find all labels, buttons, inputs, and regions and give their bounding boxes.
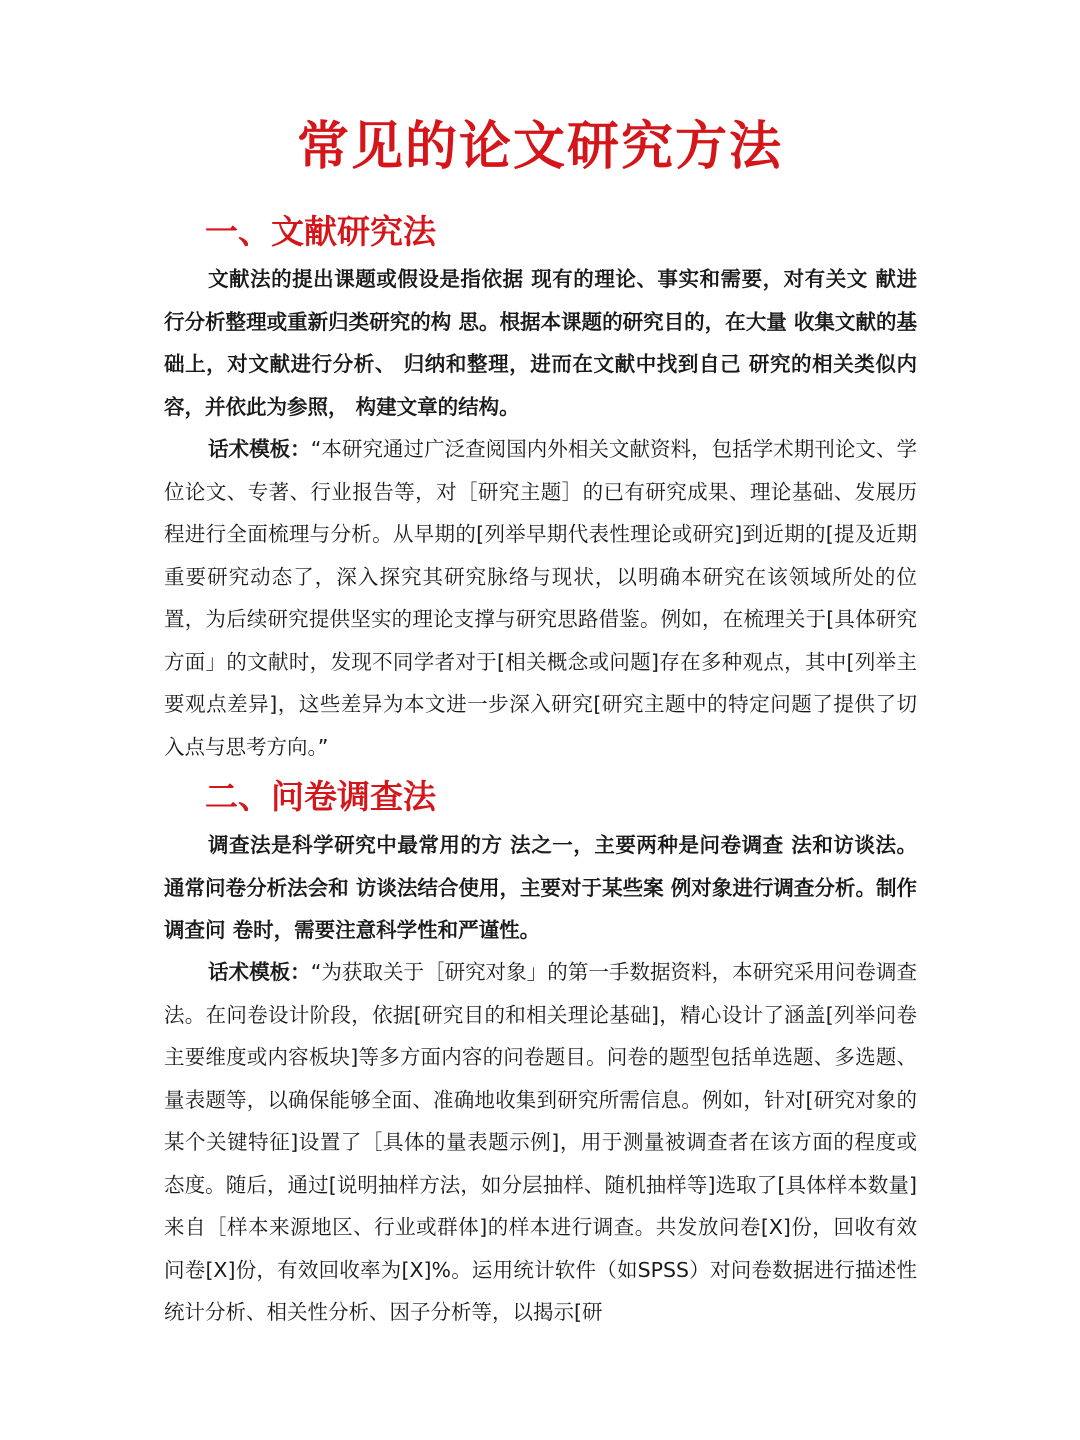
- section-heading-literature: 一、文献研究法: [205, 212, 436, 251]
- section-heading-questionnaire: 二、问卷调查法: [205, 777, 436, 816]
- literature-definition-paragraph: 文献法的提出课题或假设是指依据 现有的理论、事实和需要，对有关文 献进行分析整理或重新归类研究的构 思。根据本课题的研究目的，在大量 收集文献的基础上，对文献进行分析、 归纳和整理，进而在文献中找到自己 研究的相关类似内容，并依此为参照， 构建文章的结构。: [164, 267, 917, 419]
- template-text: “为获取关于［研究对象」的第一手数据资料，本研究采用问卷调查法。在问卷设计阶段，依据[研究目的和相关理论基础]，精心设计了涵盖[列举问卷主要维度或内容板块]等多方面内容的问卷题目。问卷的题型包括单选题、多选题、量表题等，以确保能够全面、准确地收集到研究所需信息。例如，针对[研究对象的某个关键特征]设置了［具体的量表题示例]，用于测量被调查者在该方面的程度或态度。随后，通过[说明抽样方法，如分层抽样、随机抽样等]选取了[具体样本数量]来自［样本来源地区、行业或群体]的样本进行调查。共发放问卷[X]份，回收有效问卷[X]份，有效回收率为[X]%。运用统计软件（如SPSS）对问卷数据进行描述性统计分析、相关性分析、因子分析等，以揭示[研: [164, 960, 917, 1324]
- template-text: “本研究通过广泛查阅国内外相关文献资料，包括学术期刊论文、学位论文、专著、行业报告等，对［研究主题］的已有研究成果、理论基础、发展历程进行全面梳理与分析。从早期的[列举早期代表性理论或研究]到近期的[提及近期重要研究动态了，深入探究其研究脉络与现状，以明确本研究在该领域所处的位置，为后续研究提供坚实的理论支撑与研究思路借鉴。例如，在梳理关于[具体研究方面」的文献时，发现不同学者对于[相关概念或问题]存在多种观点，其中[列举主要观点差异]，这些差异为本文进一步深入研究[研究主题中的特定问题了提供了切入点与思考方向。”: [164, 437, 917, 759]
- document-title: 常见的论文研究方法: [296, 117, 783, 177]
- literature-template-paragraph: [164, 428, 917, 768]
- questionnaire-definition-paragraph: 调查法是科学研究中最常用的方 法之一，主要两种是问卷调查 法和访谈法。通常问卷分析法会和 访谈法结合使用，主要对于某些案 例对象进行调查分析。制作调查问 卷时，需要注意科学性和严谨性。: [164, 833, 917, 942]
- template-label: 话术模板：: [208, 960, 311, 984]
- template-label: 话术模板：: [208, 437, 311, 461]
- questionnaire-template-paragraph: [164, 951, 917, 1334]
